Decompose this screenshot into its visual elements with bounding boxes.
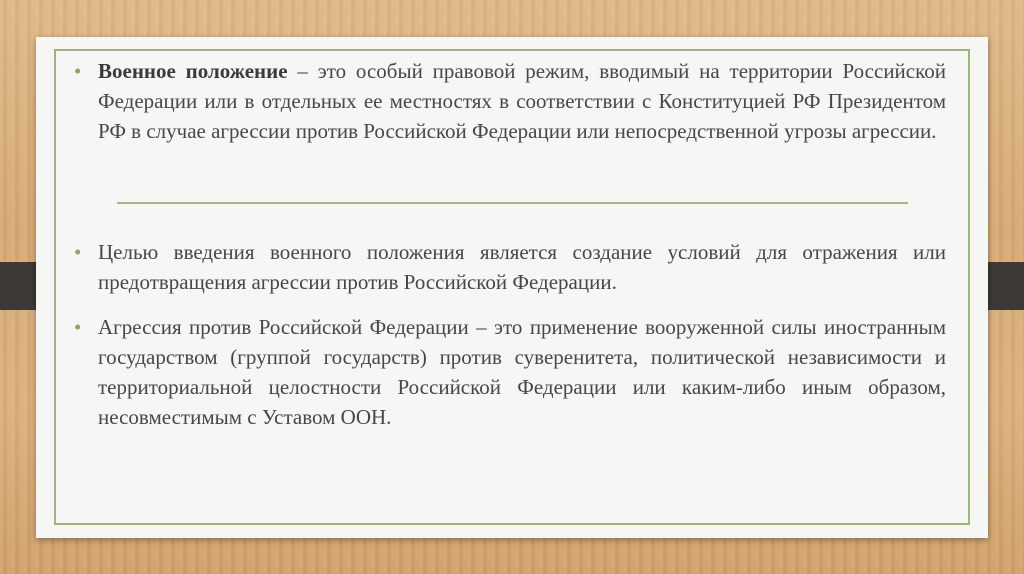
bullet-icon: • <box>74 315 82 339</box>
slide-card <box>36 37 988 538</box>
paragraph2-text: Целью введения военного положения является создание условий для отражения или предотвращения агрессии против Российской Федерации. <box>98 240 946 294</box>
paragraph-purpose <box>74 237 946 297</box>
divider-line <box>117 202 908 204</box>
term-martial-law: Военное положение <box>98 59 288 83</box>
bullet-icon: • <box>74 240 82 264</box>
paragraph-aggression-definition <box>74 312 946 432</box>
paragraph3-text: Агрессия против Российской Федерации – это применение вооруженной силы иностранным государством (группой государств) против суверенитета, политической независимости и территориальной целостности Российской Федерации или каким-либо иным образом, несовместимым с Уставом ООН. <box>98 315 946 429</box>
paragraph-martial-law-definition <box>74 56 946 146</box>
paragraph1-text: – это особый правовой режим, вводимый на территории Российской Федерации или в отдельных ее местностях в соответствии с Конституцией РФ Президентом РФ в случае агрессии против Российской Федерации или непосредственной угрозы агрессии. <box>98 59 946 143</box>
bullet-icon: • <box>74 59 82 83</box>
